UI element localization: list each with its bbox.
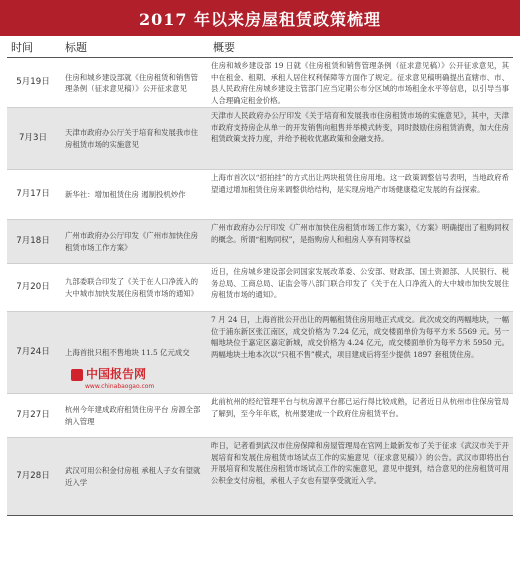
logo-url: www.chinabaogao.com (85, 382, 155, 390)
header-summary: 概要 (213, 40, 235, 54)
row-topic: 广州市政府办公厅印发《广州市加快住房租赁市场工作方案》 (65, 230, 199, 252)
logo-icon (71, 369, 83, 381)
row-topic: 武汉可用公积金付房租 承租人子女有望就近入学 (65, 465, 201, 487)
row-topic: 新华社：增加租赁住房 遏制投机炒作 (65, 189, 186, 199)
table-row (7, 438, 513, 516)
table-row (7, 108, 513, 170)
table-row (7, 264, 513, 312)
table-row (7, 312, 513, 394)
row-date: 7月18日 (16, 235, 50, 246)
row-summary: 广州市政府办公厅印发《广州市加快住房租赁市场工作方案》，《方案》明确提出了租购同权的概念。所谓“租购同权”，是指购房人和租房人享有同等权益 (211, 223, 509, 244)
row-date: 7月28日 (16, 470, 50, 481)
page-title: 2017 年以来房屋租赁政策梳理 (0, 0, 520, 36)
row-date: 5月19日 (16, 77, 50, 88)
policy-table (0, 36, 520, 516)
row-date: 7月27日 (16, 409, 50, 420)
row-topic: 住房和城乡建设部就《住房租赁和销售管理条例（征求意见稿）》公开征求意见 (65, 72, 199, 94)
row-summary: 昨日，记者看到武汉市住房保障和房屋管理局在官网上最新发布了关于征求《武汉市关于开展培育和发展住房租赁市场试点工作的实施意见（征求意见稿）》的公告。武汉市即将出台开展培育和发展住房租赁市场试点工作的实施意见，意见中提到，结合意见的住房租赁可用公积金支付房租，承租人子女也有望享受就近入学。 (211, 441, 509, 485)
row-date: 7月3日 (18, 132, 48, 143)
row-date: 7月24日 (16, 346, 50, 357)
header-topic: 标题 (65, 40, 87, 54)
table-header (7, 36, 513, 58)
row-topic: 九部委联合印发了《关于在人口净流入的大中城市加快发展住房租赁市场的通知》 (65, 276, 199, 298)
row-summary: 住房和城乡建设部 19 日就《住房租赁和销售管理条例（征求意见稿）》公开征求意见，其中在租金、租期、承租人居住权利保障等方面作了规定。征求意见稿明确提出直辖市、市、县人民政府住房城乡建设主管部门应当定期公布分区域的市场租金水平等信息，以引导当事人合理确定租金价格。 (211, 61, 509, 105)
row-topic: 杭州今年建成政府租赁住房平台 房源全部纳入管理 (65, 404, 201, 426)
watermark-logo (71, 366, 155, 393)
row-summary: 近日，住房城乡建设部会同国家发展改革委、公安部、财政部、国土资源部、人民银行、税务总局、工商总局、证监会等八部门联合印发了《关于在人口净流入的大中城市加快发展住房租赁市场的通知》。 (211, 267, 509, 300)
table-row (7, 58, 513, 108)
row-date: 7月17日 (16, 188, 50, 199)
row-summary: 此前杭州的经纪管理平台与杭房源平台都已运行得比较成熟，记者近日从杭州市住保房管局了解到，至今年年底，杭州要建成一个政府住房租赁平台。 (211, 397, 509, 418)
table-row (7, 220, 513, 264)
logo-name: 中国报告网 (86, 366, 147, 381)
row-date: 7月20日 (16, 281, 50, 292)
row-topic-text: 上海首批只租不售地块 11.5 亿元成交 (65, 347, 190, 357)
row-summary: 7 月 24 日，上海首批公开出让的两幅租赁住房用地正式成交。此次成交的两幅地块，一幅位于浦东新区张江南区，成交价格为 7.24 亿元，成交楼面单价为每平方米 5569 元。另一幅地块位于嘉定区嘉定新城，成交价格为 4.24 亿元，成交楼面单价为每平方米 5950 元。两幅地块土地本次以“只租不售”模式，项目建成后将至少提供 1897 套租赁住房。 (211, 315, 509, 359)
row-summary: 上海市首次以“招拍挂”的方式出让两块租赁住房用地。这一政策调整信号表明，当地政府希望通过增加租赁住房来调整供给结构，是实现房地产市场健康稳定发展的有益探索。 (211, 173, 509, 194)
table-row (7, 394, 513, 438)
row-topic (59, 312, 207, 393)
row-topic: 天津市政府办公厅关于培育和发展我市住房租赁市场的实施意见 (65, 127, 199, 149)
row-summary: 天津市人民政府办公厅印发《关于培育和发展我市住房租赁市场的实施意见》，其中，天津市政府支持房企从单一的开发销售向租售并举模式转变，同时鼓励住房租赁消费，加大住房租赁政策支持力度，并给予税收优惠政策和金融支持。 (211, 111, 509, 144)
table-row (7, 170, 513, 220)
header-time: 时间 (11, 40, 33, 54)
